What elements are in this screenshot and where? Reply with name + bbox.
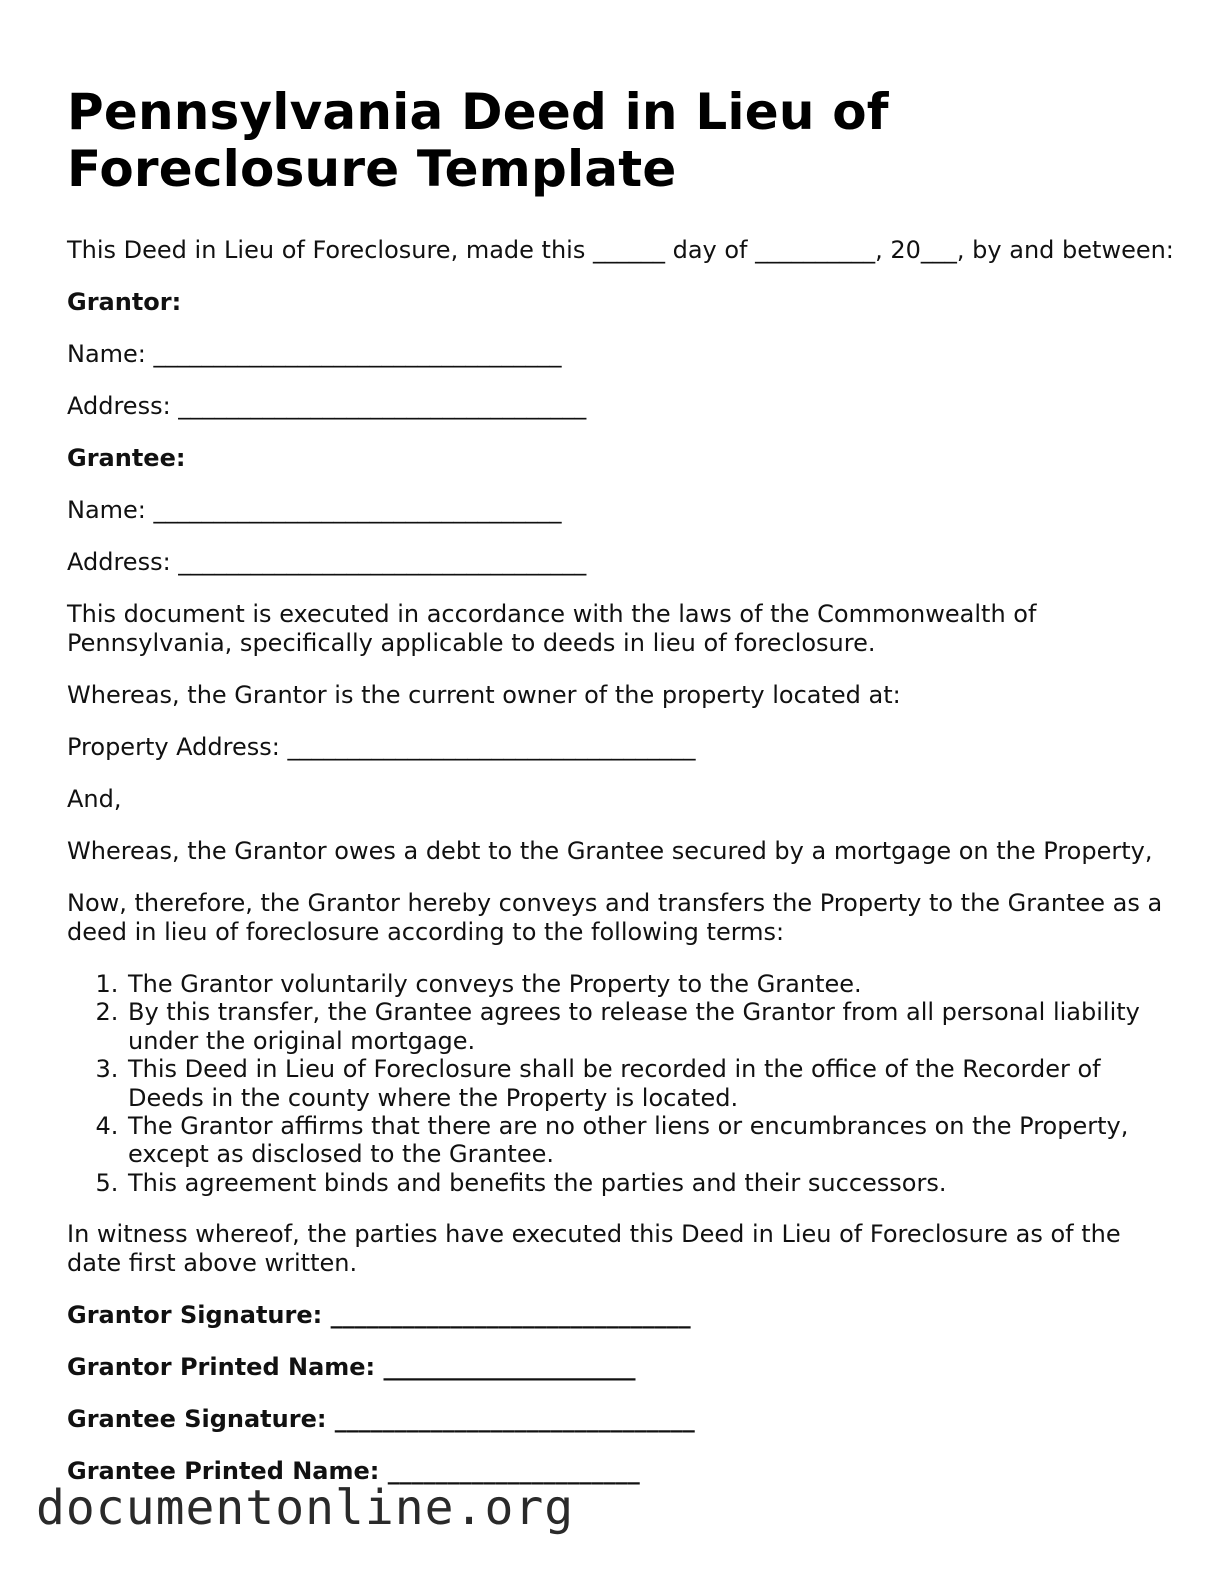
- document: [67, 84, 1177, 1486]
- witness-clause: In witness whereof, the parties have executed this Deed in Lieu of Foreclosure as of the date first above written.: [67, 1220, 1121, 1278]
- term-item: 3. This Deed in Lieu of Foreclosure shall be recorded in the office of the Recorder of Deeds in the county where the Property is located.: [126, 1055, 1177, 1112]
- grantor-address-field: Address: __________________________________: [67, 392, 587, 420]
- grantor-printed-name-field: Grantor Printed Name: _____________________: [67, 1353, 636, 1382]
- intro-text: This Deed in Lieu of Foreclosure, made this ______ day of __________, 20___, by and between:: [67, 236, 1174, 264]
- grantor-heading: Grantor:: [67, 288, 182, 316]
- grantor-signature-field: Grantor Signature: ______________________________: [67, 1301, 691, 1330]
- grantee-name-field: Name: __________________________________: [67, 496, 562, 524]
- grantee-heading: Grantee:: [67, 444, 186, 472]
- whereas-owner: Whereas, the Grantor is the current owner of the property located at:: [67, 681, 901, 709]
- now-therefore: Now, therefore, the Grantor hereby conveys and transfers the Property to the Grantee as a deed in lieu of foreclosure according to the following terms:: [67, 889, 1163, 946]
- term-item: 2. By this transfer, the Grantee agrees to release the Grantor from all personal liability under the original mortgage.: [126, 998, 1177, 1055]
- term-item: 1. The Grantor voluntarily conveys the Property to the Grantee.: [126, 970, 1177, 998]
- property-address-field: Property Address: __________________________________: [67, 733, 696, 761]
- term-item: 4. The Grantor affirms that there are no other liens or encumbrances on the Property, except as disclosed to the Grantee.: [126, 1112, 1177, 1169]
- whereas-debt: Whereas, the Grantor owes a debt to the Grantee secured by a mortgage on the Property,: [67, 837, 1153, 865]
- term-item: 5. This agreement binds and benefits the parties and their successors.: [126, 1169, 1177, 1197]
- grantee-printed-name-field: Grantee Printed Name: _____________________: [67, 1457, 640, 1486]
- watermark: documentonline.org: [36, 1480, 575, 1536]
- terms-list: [67, 970, 1177, 1197]
- grantee-signature-field: Grantee Signature: ______________________________: [67, 1405, 695, 1434]
- grantor-name-field: Name: __________________________________: [67, 340, 562, 368]
- page-title: Pennsylvania Deed in Lieu of Foreclosure Template: [67, 83, 889, 198]
- and-text: And,: [67, 785, 122, 813]
- law-statement: This document is executed in accordance with the laws of the Commonwealth of Pennsylvania, specifically applicable to deeds in lieu of foreclosure.: [67, 600, 1037, 657]
- grantee-address-field: Address: __________________________________: [67, 548, 587, 576]
